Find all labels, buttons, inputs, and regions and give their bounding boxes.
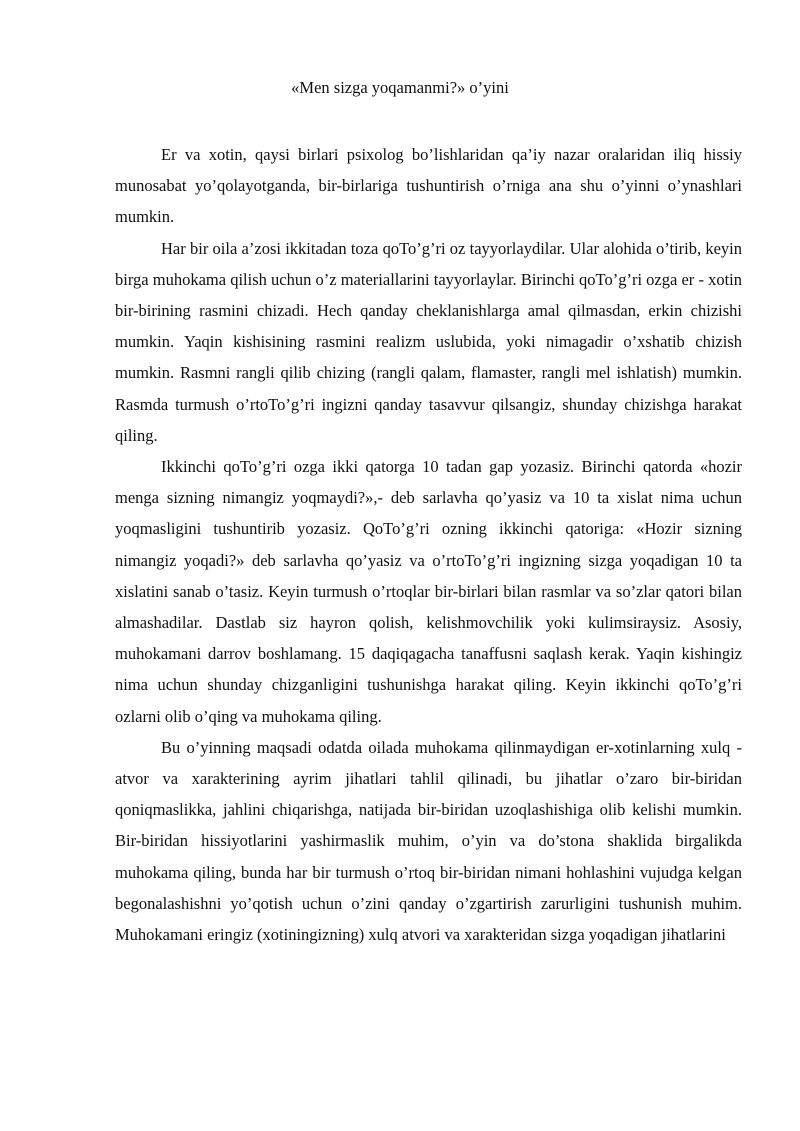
paragraph: Bu o’yinning maqsadi odatda oilada muhokama qilinmaydigan er-xotinlarning xulq - atvor va xarakterining ayrim jihatlari tahlil qilinadi, bu jihatlar o’zaro bir-biridan qoniqmaslikka, jahlini chiqarishga, natijada bir-biridan uzoqlashishiga olib kelishi mumkin. Bir-biridan hissiyotlarini yashirmaslik muhim, o’yin va do’stona shaklida birgalikda muhokama qiling, bunda har bir turmush o’rtoq bir-biridan nimani hohlashini vujudga kelgan begonalashishni yo’qotish uchun o’zini qanday o’zgartirish zarurligini tushunish muhim. Muhokamani eringiz (xotiningizning) xulq atvori va xarakteridan sizga yoqadigan jihatlarini	[115, 737, 742, 945]
document-body	[115, 139, 742, 950]
paragraph: Ikkinchi qoTo’g’ri ozga ikki qatorga 10 tadan gap yozasiz. Birinchi qatorda «hozir menga sizning nimangiz yoqmaydi?»,- deb sarlavha qo’yasiz va 10 ta xislat nima uchun yoqmasligini tushuntirib yozasiz. QoTo’g’ri ozning ikkinchi qatoriga: «Hozir sizning nimangiz yoqadi?» deb sarlavha qo’yasiz va o’rtoTo’g’ri ingizning sizga yoqadigan 10 ta xislatini sanab o’tasiz. Keyin turmush o’rtoqlar bir-birlari bilan rasmlar va so’zlar qatori bilan almashadilar. Dastlab siz hayron qolish, kelishmovchilik yoki kulimsiraysiz. Asosiy, muhokamani darrov boshlamang. 15 daqiqagacha tanaffusni saqlash kerak. Yaqin kishingiz nima uchun shunday chizganligini tushunishga harakat qiling. Keyin ikkinchi qoTo’g’ri ozlarni olib o’qing va muhokama qiling.	[115, 457, 742, 726]
paragraph: Er va xotin, qaysi birlari psixolog bo’lishlaridan qa’iy nazar oralaridan iliq hissiy munosabat yo’qolayotganda, bir-birlariga tushuntirish o’rniga ana shu o’yinni o’ynashlari mumkin.	[115, 145, 742, 227]
document-title: «Men sizga yoqamanmi?» o’yini	[291, 78, 509, 97]
paragraph: Har bir oila a’zosi ikkitadan toza qoTo’g’ri oz tayyorlaydilar. Ular alohida o’tirib, keyin birga muhokama qilish uchun o’z materiallarini tayyorlaylar. Birinchi qoTo’g’ri ozga er - xotin bir-birining rasmini chizadi. Hech qanday cheklanishlarga amal qilmasdan, erkin chizishi mumkin. Yaqin kishisining rasmini realizm uslubida, yoki nimagadir o’xshatib chizish mumkin. Rasmni rangli qilib chizing (rangli qalam, flamaster, rangli mel ishlatish) mumkin. Rasmda turmush o’rtoTo’g’ri ingizni qanday tasavvur qilsangiz, shunday chizishga harakat qiling.	[115, 238, 742, 445]
